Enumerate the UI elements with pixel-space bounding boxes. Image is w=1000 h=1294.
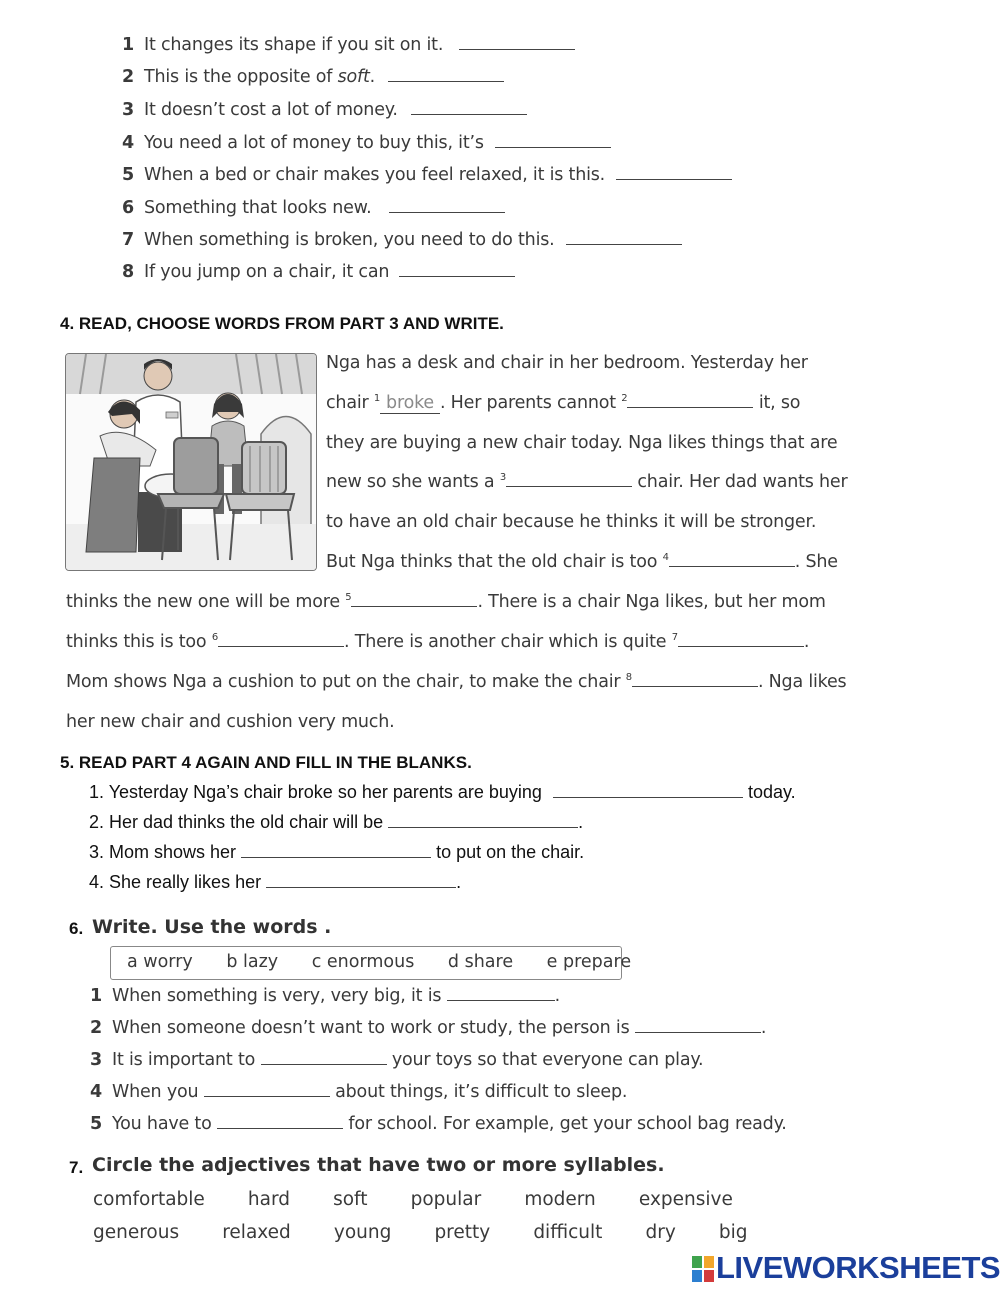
adjective-option[interactable]: difficult bbox=[533, 1222, 603, 1243]
part6-item-3: 3 It is important to your toys so that everyone can play. bbox=[90, 1050, 704, 1070]
answer-blank-7[interactable] bbox=[678, 632, 804, 647]
word-box-list bbox=[127, 952, 631, 972]
adjective-option[interactable]: big bbox=[718, 1222, 748, 1243]
part5-item-2: 2. Her dad thinks the old chair will be . bbox=[89, 812, 584, 832]
adjective-option[interactable]: pretty bbox=[434, 1222, 491, 1243]
answer-blank-2[interactable] bbox=[627, 393, 753, 408]
story-line-6: But Nga thinks that the old chair is too $^4$ . She bbox=[326, 552, 838, 572]
answer-blank-3[interactable] bbox=[506, 472, 632, 487]
part3-item-7: 7 When something is broken, you need to do this. bbox=[122, 230, 682, 250]
story-line-1: Nga has a desk and chair in her bedroom. Yesterday her bbox=[326, 353, 808, 373]
answer-blank[interactable] bbox=[389, 198, 505, 213]
answer-blank[interactable] bbox=[447, 986, 555, 1001]
part5-item-4: 4. She really likes her . bbox=[89, 872, 462, 892]
answer-blank[interactable] bbox=[553, 783, 743, 798]
answer-blank[interactable] bbox=[616, 165, 732, 180]
answer-blank[interactable] bbox=[566, 230, 682, 245]
answer-blank-5[interactable] bbox=[351, 592, 477, 607]
part3-item-8: 8 If you jump on a chair, it can bbox=[122, 262, 515, 282]
answer-blank[interactable] bbox=[388, 67, 504, 82]
word-option: d share bbox=[447, 952, 514, 972]
answer-blank[interactable] bbox=[459, 35, 575, 50]
adjective-option[interactable]: hard bbox=[247, 1189, 290, 1210]
word-option: b lazy bbox=[226, 952, 279, 972]
part5-heading: 5. READ PART 4 AGAIN AND FILL IN THE BLANKS. bbox=[60, 753, 472, 772]
part3-item-2: 2 This is the opposite of soft. bbox=[122, 67, 504, 87]
part6-number: 6. bbox=[69, 919, 84, 938]
adjective-option[interactable]: comfortable bbox=[93, 1189, 205, 1210]
part7-title: Circle the adjectives that have two or more syllables. bbox=[92, 1154, 665, 1176]
adjective-option[interactable]: expensive bbox=[638, 1189, 733, 1210]
part5-item-3: 3. Mom shows her to put on the chair. bbox=[89, 842, 585, 862]
answer-blank[interactable] bbox=[388, 813, 578, 828]
family-chair-illustration bbox=[65, 353, 317, 571]
word-option: e prepare bbox=[546, 952, 632, 972]
story-line-8: thinks this is too $^6$ . There is another chair which is quite $^7$ . bbox=[66, 632, 810, 652]
answer-blank-8[interactable] bbox=[632, 672, 758, 687]
answer-blank[interactable] bbox=[635, 1018, 761, 1033]
answer-blank[interactable] bbox=[217, 1114, 343, 1129]
illustration-svg bbox=[66, 354, 316, 570]
logo-text: LIVEWORKSHEETS bbox=[716, 1250, 1000, 1285]
story-line-5: to have an old chair because he thinks it will be stronger. bbox=[326, 512, 817, 532]
part3-item-3: 3 It doesn’t cost a lot of money. bbox=[122, 100, 527, 120]
answer-blank[interactable] bbox=[495, 133, 611, 148]
part4-heading: 4. READ, CHOOSE WORDS FROM PART 3 AND WRITE. bbox=[60, 314, 504, 333]
adjective-row-1 bbox=[93, 1189, 733, 1210]
story-line-2: chair $^1$ broke . Her parents cannot $^2$ it, so bbox=[326, 393, 801, 413]
word-option: c enormous bbox=[311, 952, 415, 972]
word-box bbox=[110, 946, 632, 980]
adjective-option[interactable]: modern bbox=[524, 1189, 596, 1210]
answer-blank[interactable] bbox=[241, 843, 431, 858]
answer-blank[interactable] bbox=[266, 873, 456, 888]
part6-item-5: 5 You have to for school. For example, get your school bag ready. bbox=[90, 1114, 787, 1134]
answer-blank[interactable] bbox=[399, 262, 515, 277]
answer-blank[interactable] bbox=[261, 1050, 387, 1065]
adjective-row-2 bbox=[93, 1222, 748, 1243]
adjective-option[interactable]: relaxed bbox=[222, 1222, 291, 1243]
story-line-9: Mom shows Nga a cushion to put on the chair, to make the chair $^8$ . Nga likes bbox=[66, 672, 847, 692]
answer-blank-6[interactable] bbox=[218, 632, 344, 647]
answer-1-filled[interactable]: broke bbox=[380, 393, 440, 414]
part7-number: 7. bbox=[69, 1158, 84, 1177]
part3-item-4: 4 You need a lot of money to buy this, it’s bbox=[122, 133, 611, 153]
adjective-option[interactable]: generous bbox=[93, 1222, 180, 1243]
answer-blank[interactable] bbox=[204, 1082, 330, 1097]
story-line-7: thinks the new one will be more $^5$ . There is a chair Nga likes, but her mom bbox=[66, 592, 826, 612]
adjective-option[interactable]: popular bbox=[410, 1189, 482, 1210]
part6-title: Write. Use the words . bbox=[92, 916, 332, 938]
part6-item-4: 4 When you about things, it’s difficult to sleep. bbox=[90, 1082, 628, 1102]
part6-item-1: 1 When something is very, very big, it is . bbox=[90, 986, 561, 1006]
answer-blank-4[interactable] bbox=[669, 552, 795, 567]
adjective-option[interactable]: dry bbox=[645, 1222, 676, 1243]
part3-item-1: 1 It changes its shape if you sit on it. bbox=[122, 35, 575, 55]
story-line-4: new so she wants a $^3$ chair. Her dad wants her bbox=[326, 472, 848, 492]
part3-item-5: 5 When a bed or chair makes you feel relaxed, it is this. bbox=[122, 165, 732, 185]
part5-item-1: 1. Yesterday Nga’s chair broke so her parents are buying today. bbox=[89, 782, 796, 802]
part3-item-6: 6 Something that looks new. bbox=[122, 198, 505, 218]
logo-grid-icon bbox=[692, 1256, 714, 1282]
part6-item-2: 2 When someone doesn’t want to work or study, the person is . bbox=[90, 1018, 767, 1038]
story-line-3: they are buying a new chair today. Nga likes things that are bbox=[326, 433, 838, 453]
answer-blank[interactable] bbox=[411, 100, 527, 115]
story-line-10: her new chair and cushion very much. bbox=[66, 712, 395, 732]
adjective-option[interactable]: soft bbox=[333, 1189, 368, 1210]
word-option: a worry bbox=[127, 952, 193, 972]
adjective-option[interactable]: young bbox=[333, 1222, 392, 1243]
